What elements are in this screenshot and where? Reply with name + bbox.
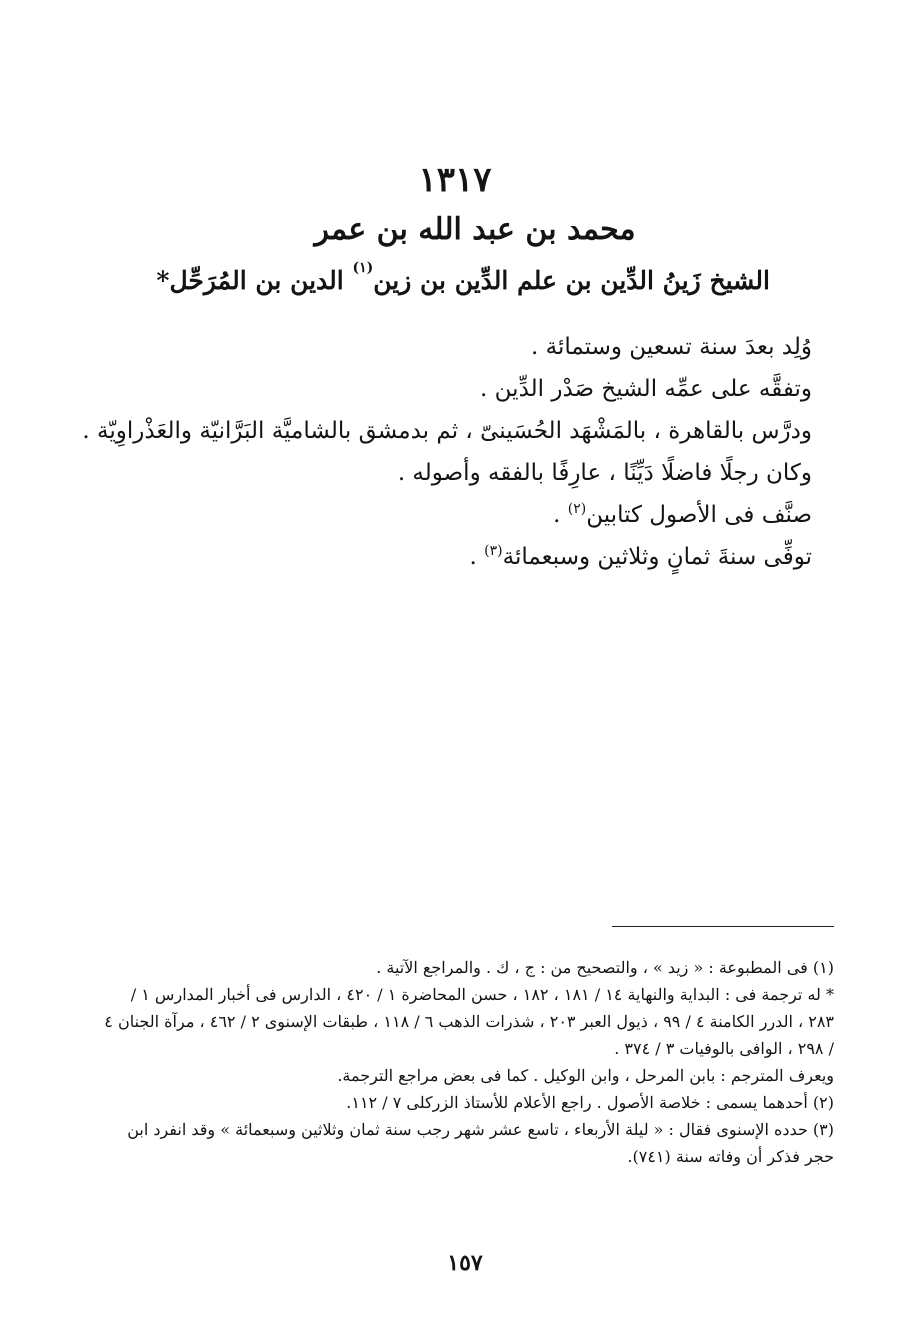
footnote-sources: * له ترجمة فى : البداية والنهاية ١٤ / ١٨١ ، ١٨٢ ، حسن المحاضرة ١ / ٤٢٠ ، الدارس فى أخبار المدارس ١ / ٢٨٣ ، الدرر الكامنة ٤ / ٩٩ ، ذيول العبر ٢٠٣ ، شذرات الذهب ٦ / ١١٨ ، طبقات الإسنوى ٢ / ٤٦٢ ، مرآة الجنان ٤ / ٢٩٨ ، الوافى بالوفيات ٣ / ٣٧٤ . (104, 985, 834, 1058)
footnotes (100, 954, 834, 1170)
footnote-aka: ويعرف المترجم : بابن المرحل ، وابن الوكيل . كما فى بعض مراجع الترجمة. (337, 1066, 834, 1085)
works-end: . (553, 502, 568, 528)
footnote-2: (٢) أحدهما يسمى : خلاصة الأصول . راجع الأعلام للأستاذ الزركلى ٧ / ١١٢. (346, 1093, 834, 1112)
footnote-divider (612, 926, 834, 927)
entry-lineage (156, 260, 770, 295)
lineage-end: الدين بن المُرَحِّل* (156, 266, 353, 295)
footnote-ref-1[interactable]: (١) (352, 260, 374, 276)
page-number: ١٥٧ (447, 1250, 483, 1276)
body-line-teaching: ودرَّس بالقاهرة ، بالمَشْهَد الحُسَينىّ ، ثم بدمشق بالشاميَّة البَرَّانيّة والعَذْراوِيّة . (82, 418, 812, 444)
footnote-ref-2[interactable]: (٢) (567, 501, 587, 517)
body-line-works (100, 494, 812, 536)
lineage-text: الشيخ زَينُ الدِّين بن علم الدِّين بن زين (373, 266, 770, 295)
footnote-3: (٣) حدده الإسنوى فقال : « ليلة الأربعاء ، تاسع عشر شهر رجب سنة ثمان وثلاثين وسبعمائة » وقد انفرد ابن حجر فذكر أن وفاته سنة (٧٤١). (127, 1120, 834, 1166)
works-text: صنَّف فى الأصول كتابين (586, 502, 812, 528)
footnote-ref-3[interactable]: (٣) (484, 543, 503, 559)
entry-number: ١٣١٧ (418, 160, 492, 200)
footnote-1: (١) فى المطبوعة : « زيد » ، والتصحيح من : ج ، ك . والمراجع الآتية . (376, 958, 834, 977)
biography-body (82, 326, 812, 578)
body-line-birth: وُلِد بعدَ سنة تسعين وستمائة . (531, 334, 812, 360)
body-line-death (100, 536, 812, 578)
death-text: توفِّى سنةَ ثمانٍ وثلاثين وسبعمائة (502, 544, 812, 570)
death-end: . (469, 544, 485, 570)
body-line-study: وتفقَّه على عمِّه الشيخ صَدْر الدِّين . (480, 376, 812, 402)
entry-name: محمد بن عبد الله بن عمر (314, 212, 636, 247)
body-line-character: وكان رجلًا فاضلًا دَيِّنًا ، عارِفًا بالفقه وأصوله . (397, 460, 812, 486)
